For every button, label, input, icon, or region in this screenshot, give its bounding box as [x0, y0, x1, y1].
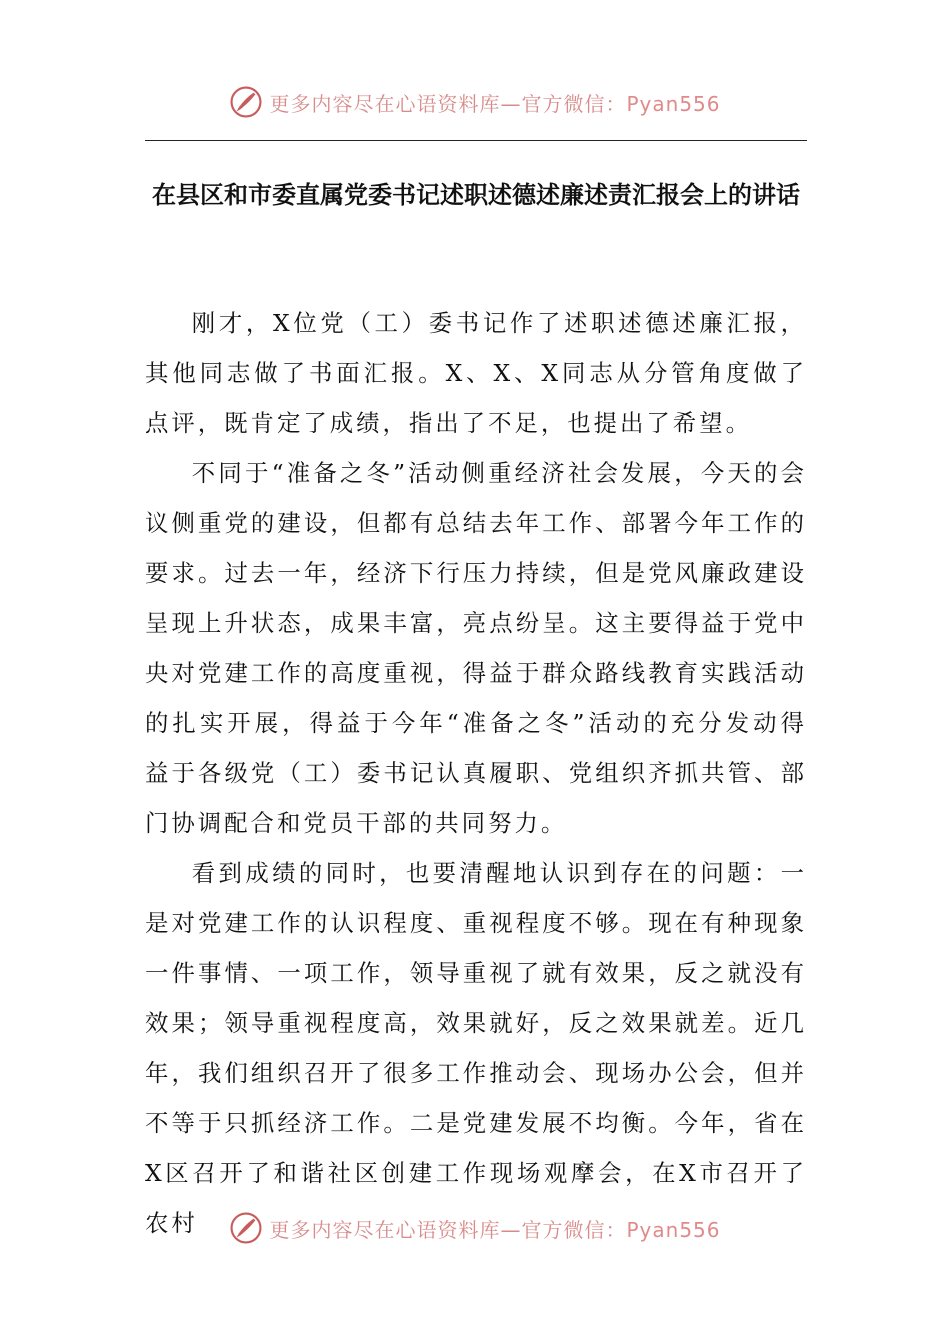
watermark-separator: — — [500, 1217, 522, 1242]
document-body — [145, 298, 807, 1248]
watermark-text — [269, 1214, 720, 1243]
watermark-official: 官方微信： — [521, 91, 627, 116]
watermark-separator: — — [500, 91, 522, 116]
paragraph-1: 刚才，X位党（工）委书记作了述职述德述廉汇报，其他同志做了书面汇报。X、X、X同志从分管角度做了点评，既肯定了成绩，指出了不足，也提出了希望。 — [145, 309, 807, 437]
watermark-main: 更多内容尽在心语资料库 — [269, 1217, 501, 1242]
header-divider — [145, 140, 807, 141]
watermark-official: 官方微信： — [521, 1217, 627, 1242]
watermark-account: Pyan556 — [626, 1217, 721, 1242]
watermark-text — [269, 88, 720, 117]
watermark-main: 更多内容尽在心语资料库 — [269, 91, 501, 116]
watermark-header — [0, 82, 950, 122]
paragraph-3: 看到成绩的同时，也要清醒地认识到存在的问题：一是对党建工作的认识程度、重视程度不够。现在有种现象一件事情、一项工作，领导重视了就有效果，反之就没有效果；领导重视程度高，效果就好，反之效果就差。近几年，我们组织召开了很多工作推动会、现场办公会，但并不等于只抓经济工作。二是党建发展不均衡。今年，省在X区召开了和谐社区创建工作现场观摩会，在X市召开了农村 — [145, 859, 807, 1237]
watermark-account: Pyan556 — [626, 91, 721, 116]
watermark-footer — [0, 1208, 950, 1248]
pen-logo-icon — [229, 85, 263, 119]
pen-logo-icon — [229, 1211, 263, 1245]
paragraph-2: 不同于“准备之冬”活动侧重经济社会发展，今天的会议侧重党的建设，但都有总结去年工作、部署今年工作的要求。过去一年，经济下行压力持续，但是党风廉政建设呈现上升状态，成果丰富，亮点纷呈。这主要得益于党中央对党建工作的高度重视，得益于群众路线教育实践活动的扎实开展，得益于今年“准备之冬”活动的充分发动得益于各级党（工）委书记认真履职、党组织齐抓共管、部门协调配合和党员干部的共同努力。 — [145, 459, 807, 837]
document-title: 在县区和市委直属党委书记述职述德述廉述责汇报会上的讲话 — [152, 180, 800, 209]
